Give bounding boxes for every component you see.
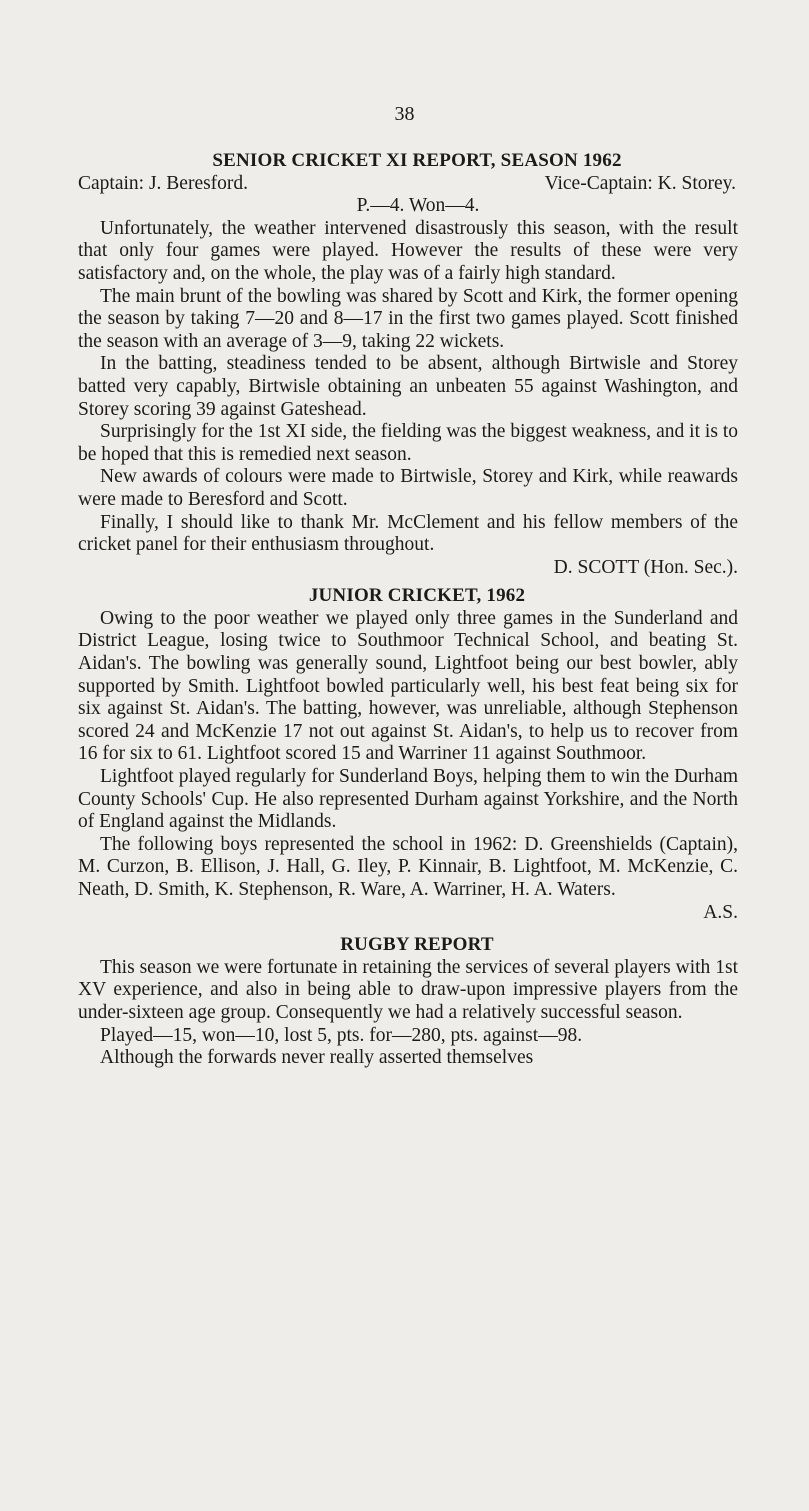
rugby-report-title: RUGBY REPORT xyxy=(340,934,494,956)
junior-paragraph: The following boys represented the school in 1962: D. Greenshields (Captain), M. Curzon, B. Ellison, J. Hall, G. Iley, P. Kinnair, B. Lightfoot, M. McKenzie, C. Neath, D. Smith, K. Stephenson, R. Ware, A. Warriner, H. A. Waters. xyxy=(78,833,738,900)
page-number: 38 xyxy=(394,103,415,125)
senior-paragraph: The main brunt of the bowling was shared by Scott and Kirk, the former opening the season by taking 7—20 and 8—17 in the first two games played. Scott finished the season with an average of 3—9, taking 22 wickets. xyxy=(78,285,738,352)
vice-captain-text: Vice-Captain: K. Storey. xyxy=(544,172,736,194)
rugby-paragraph: This season we were fortunate in retaining the services of several players with 1st XV experience, and also in being able to draw-upon impressive players from the under-sixteen age group. Consequently we had a relatively successful season. xyxy=(78,956,738,1023)
senior-signature: D. SCOTT (Hon. Sec.). xyxy=(553,556,738,578)
senior-paragraph: New awards of colours were made to Birtwisle, Storey and Kirk, while reawards were made to Beresford and Scott. xyxy=(78,466,738,510)
page-content xyxy=(78,150,738,1070)
rugby-paragraph: Although the forwards never really asserted themselves xyxy=(100,1047,534,1069)
captain-text: Captain: J. Beresford. xyxy=(78,172,249,194)
senior-record: P.—4. Won—4. xyxy=(356,195,480,217)
junior-paragraph: Owing to the poor weather we played only three games in the Sunderland and District League, losing twice to Southmoor Technical School, and beating St. Aidan's. The bowling was generally sound, Lightfoot being our best bowler, ably supported by Smith. Lightfoot bowled particularly well, his best feat being six for six against St. Aidan's. The batting, however, was unreliable, although Stephenson scored 24 and McKenzie 17 not out against St. Aidan's, to help us to recover from 16 for six to 61. Lightfoot scored 15 and Warriner 11 against Southmoor. xyxy=(78,607,738,765)
senior-paragraph: Unfortunately, the weather intervened disastrously this season, with the result that only four games were played. However the results of these were very satisfactory and, on the whole, the play was of a fairly high standard. xyxy=(78,217,738,284)
junior-signature: A.S. xyxy=(703,901,738,923)
junior-cricket-title: JUNIOR CRICKET, 1962 xyxy=(308,585,526,607)
senior-paragraph: In the batting, steadiness tended to be absent, although Birtwisle and Storey batted very capably, Birtwisle obtaining an unbeaten 55 against Washington, and Storey scoring 39 against Gateshead. xyxy=(78,353,738,420)
senior-paragraph: Finally, I should like to thank Mr. McClement and his fellow members of the cricket panel for their enthusiasm throughout. xyxy=(78,511,738,556)
senior-cricket-title: SENIOR CRICKET XI REPORT, SEASON 1962 xyxy=(212,150,622,171)
rugby-paragraph: Played—15, won—10, lost 5, pts. for—280, pts. against—98. xyxy=(100,1024,583,1046)
captains-line xyxy=(78,173,738,196)
junior-paragraph: Lightfoot played regularly for Sunderland Boys, helping them to win the Durham County Schools' Cup. He also represented Durham against Yorkshire, and the North of England against the Midlands. xyxy=(78,766,738,833)
senior-paragraph: Surprisingly for the 1st XI side, the fielding was the biggest weakness, and it is to be hoped that this is remedied next season. xyxy=(78,421,738,465)
